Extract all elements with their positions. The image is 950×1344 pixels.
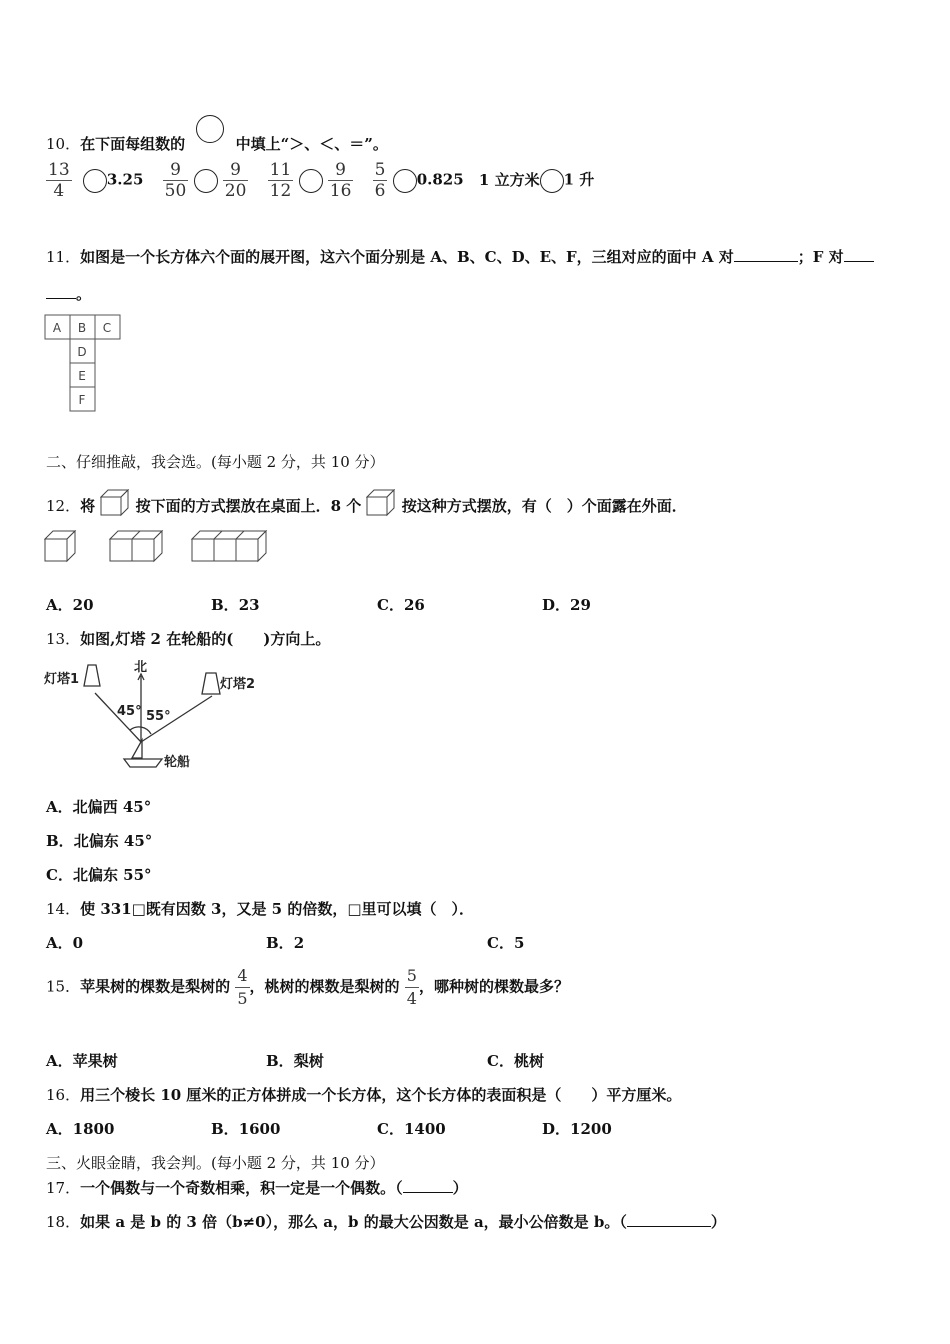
option-a[interactable]: A．北偏西 45° [46,798,152,816]
fraction: $\frac{9}{16}$ [329,160,352,201]
option-b[interactable]: B．23 [211,596,260,614]
fraction: $\frac{5}{4}$ [406,966,417,1008]
q10-prompt [46,115,388,154]
compare-circle-icon [196,115,224,143]
tower2-label: 灯塔2 [220,677,256,692]
fraction: $\frac{9}{50}$ [164,160,187,201]
answer-circle[interactable] [299,169,323,193]
q11-text-mid: ；F 对 [797,248,844,266]
face-label: A [52,321,62,335]
option-c[interactable]: C．26 [377,596,425,614]
option-a[interactable]: A．1800 [46,1120,115,1138]
option-d[interactable]: D．1200 [542,1120,612,1138]
option-c[interactable]: C．北偏东 55° [46,866,152,884]
option-c[interactable]: C．桃树 [487,1052,544,1070]
cube-icon [366,489,396,517]
fraction: $\frac{9}{20}$ [224,160,247,201]
face-label: D [77,345,87,359]
section-3-heading: 三、火眼金睛，我会判。(每小题 2 分，共 10 分） [46,1154,385,1172]
option-b[interactable]: B．1600 [211,1120,281,1138]
value: 1 升 [563,170,595,189]
north-label: 北 [134,660,148,675]
option-d[interactable]: D．29 [542,596,591,614]
option-b[interactable]: B．2 [266,934,305,952]
answer-blank[interactable] [734,261,798,262]
q12-prompt: 12．将 按下面的方式摆放在桌面上．8 个 按这种方式摆放，有（ ）个面露在外面． [46,489,687,517]
fraction: $\frac{4}{5}$ [237,966,248,1008]
fraction: $\frac{13}{4}$ [48,160,70,201]
cube-net-figure [44,314,124,414]
option-b[interactable]: B．北偏东 45° [46,832,153,850]
value: 3.25 [106,170,144,189]
q11-prompt [46,246,874,267]
face-label: B [77,321,87,335]
option-a[interactable]: A．苹果树 [46,1052,118,1070]
option-a[interactable]: A．20 [46,596,94,614]
q11-number: 11． [46,248,81,266]
answer-circle[interactable] [393,169,417,193]
answer-circle[interactable] [540,169,564,193]
answer-blank[interactable] [403,1192,453,1193]
option-c[interactable]: C．5 [487,934,525,952]
q15-prompt: 15．苹果树的棵数是梨树的 $\frac{4}{5}$ ，桃树的棵数是梨树的 $\frac{5}{4}$ ，哪种树的棵数最多？ [46,966,569,1008]
q10-items [46,160,594,201]
angle2-label: 55° [146,709,171,724]
cube-arrangement-figure [44,530,269,564]
fraction: $\frac{5}{6}$ [374,160,386,201]
q10-text-a: 在下面每组数的 [80,135,186,153]
q11-continuation: 。 [46,283,91,304]
option-c[interactable]: C．1400 [377,1120,446,1138]
value: 1 立方米 [478,170,540,189]
ship-label: 轮船 [164,755,191,770]
q13-prompt: 13．如图,灯塔 2 在轮船的( )方向上。 [46,630,331,648]
q18-prompt: 18．如果 a 是 b 的 3 倍（b≠0），那么 a，b 的最大公因数是 a，最小公倍数是 b。（ ） [46,1213,726,1231]
face-label: E [78,369,86,383]
option-b[interactable]: B．梨树 [266,1052,324,1070]
q11-text: 如图是一个长方体六个面的展开图，这六个面分别是 A、B、C、D、E、F，三组对应的面中 A 对 [80,248,734,266]
section-2-heading: 二、仔细推敲，我会选。(每小题 2 分，共 10 分） [46,453,385,471]
answer-blank[interactable] [844,261,874,262]
lighthouse-figure [44,656,269,774]
angle1-label: 45° [117,704,142,719]
option-a[interactable]: A．0 [46,934,84,952]
face-label: C [102,321,112,335]
cube-icon [100,489,130,517]
q14-prompt: 14．使 331□既有因数 3，又是 5 的倍数，□里可以填（ ）． [46,900,475,918]
q10-number: 10． [46,135,81,153]
fraction: $\frac{11}{12}$ [269,160,292,201]
q10-text-b: 中填上“＞、＜、＝”。 [235,135,388,153]
answer-circle[interactable] [83,169,107,193]
answer-blank[interactable] [46,298,76,299]
value: 0.825 [416,170,464,189]
answer-blank[interactable] [627,1226,711,1227]
tower1-label: 灯塔1 [44,672,80,687]
answer-circle[interactable] [194,169,218,193]
q16-prompt: 16．用三个棱长 10 厘米的正方体拼成一个长方体，这个长方体的表面积是（ ）平方厘米。 [46,1086,682,1104]
q17-prompt: 17．一个偶数与一个奇数相乘，积一定是一个偶数。（ ） [46,1179,468,1197]
face-label: F [78,393,86,407]
